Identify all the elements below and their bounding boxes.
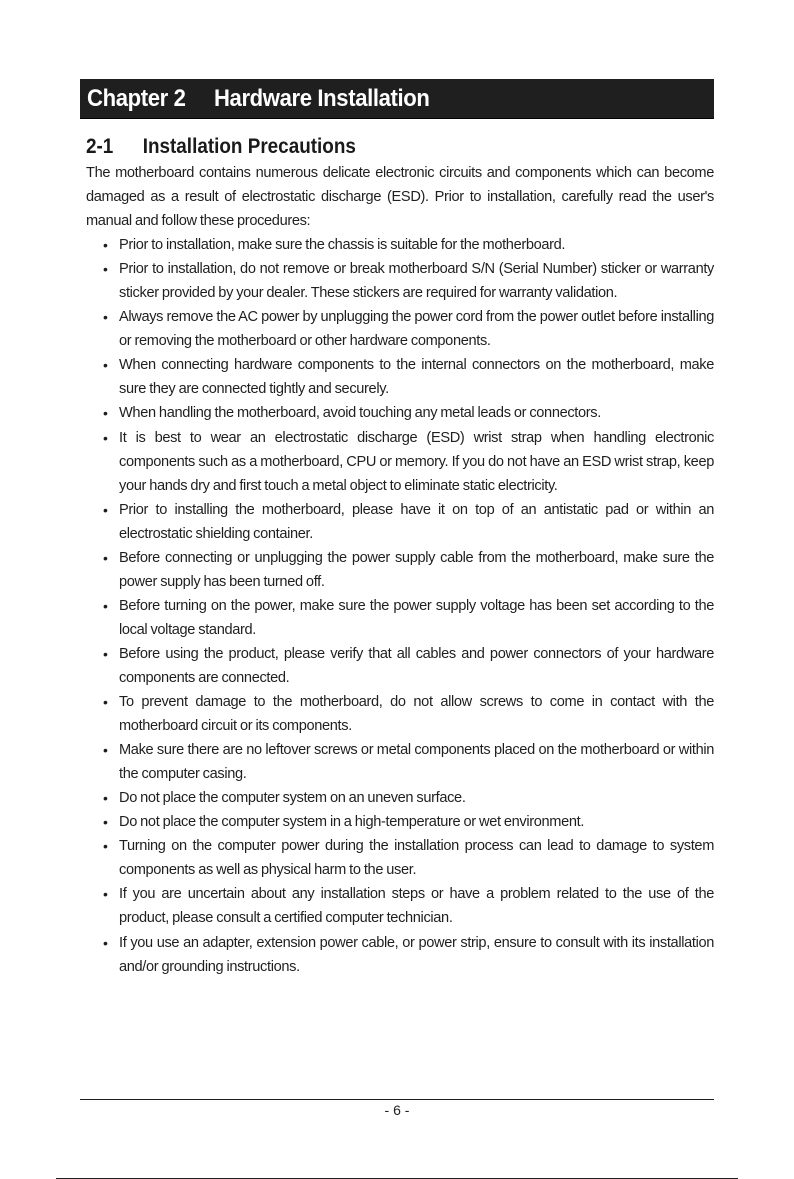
section-heading: [86, 135, 356, 159]
list-item-text: When connecting hardware components to the internal connectors on the motherboard, make sure they are connected tightly and securely.: [119, 357, 714, 398]
list-item: [86, 834, 714, 882]
precautions-list: [86, 233, 714, 978]
page-number: - 6 -: [384, 1102, 410, 1118]
list-item-text: Prior to installing the motherboard, please have it on top of an antistatic pad or within an electrostatic shielding container.: [119, 501, 714, 542]
list-item: [86, 401, 714, 425]
list-item: [86, 642, 714, 690]
list-item: [86, 786, 714, 810]
list-item-text: Do not place the computer system in a high-temperature or wet environment.: [119, 814, 585, 831]
list-item-text: Make sure there are no leftover screws or metal components placed on the motherboard or within the computer casing.: [119, 742, 714, 783]
list-item: [86, 426, 714, 498]
bullet-icon: •: [103, 597, 108, 614]
chapter-header-bar: [80, 79, 714, 119]
list-item: [86, 546, 714, 594]
list-item: [86, 305, 714, 353]
list-item: [86, 594, 714, 642]
section-title: Installation Precautions: [142, 135, 356, 158]
bullet-icon: •: [103, 405, 108, 422]
list-item-text: Before connecting or unplugging the power supply cable from the motherboard, make sure the power supply has been turned off.: [119, 549, 714, 590]
chapter-name: Hardware Installation: [213, 85, 430, 112]
list-item-text: It is best to wear an electrostatic discharge (ESD) wrist strap when handling electronic components such as a motherboard, CPU or memory. If you do not have an ESD wrist strap, keep your hands dry and first touch a metal object to eliminate static electricity.: [119, 429, 714, 494]
list-item-text: Prior to installation, make sure the chassis is suitable for the motherboard.: [119, 237, 566, 254]
list-item-text: To prevent damage to the motherboard, do not allow screws to come in contact with the motherboard circuit or its components.: [119, 694, 714, 735]
bullet-icon: •: [103, 790, 108, 807]
chapter-number: Chapter 2: [87, 85, 186, 112]
bullet-icon: •: [103, 814, 108, 831]
intro-paragraph: The motherboard contains numerous delicate electronic circuits and components which can become damaged as a result of electrostatic discharge (ESD). Prior to installation, carefully read the user's manual and follow these procedures:: [86, 165, 714, 230]
list-item: [86, 931, 714, 979]
list-item: [86, 257, 714, 305]
list-item: [86, 233, 714, 257]
list-item: [86, 353, 714, 401]
list-item-text: Before using the product, please verify that all cables and power connectors of your hardware components are connected.: [119, 645, 714, 686]
bullet-icon: •: [103, 934, 108, 951]
bullet-icon: •: [103, 694, 108, 711]
list-item: [86, 498, 714, 546]
bullet-icon: •: [103, 261, 108, 278]
list-item-text: Prior to installation, do not remove or break motherboard S/N (Serial Number) sticker or warranty sticker provided by your dealer. These stickers are required for warranty validation.: [119, 261, 714, 302]
page-content: [86, 161, 714, 979]
list-item-text: Do not place the computer system on an uneven surface.: [119, 790, 466, 807]
list-item-text: If you use an adapter, extension power cable, or power strip, ensure to consult with its installation and/or grounding instructions.: [119, 934, 714, 975]
list-item-text: Turning on the computer power during the installation process can lead to damage to system components as well as physical harm to the user.: [119, 838, 714, 879]
section-number: 2-1: [86, 135, 114, 158]
bullet-icon: •: [103, 501, 108, 518]
list-item-text: When handling the motherboard, avoid touching any metal leads or connectors.: [119, 405, 601, 422]
footer-divider: [80, 1099, 714, 1100]
bullet-icon: •: [103, 309, 108, 326]
bullet-icon: •: [103, 357, 108, 374]
list-item: [86, 810, 714, 834]
list-item: [86, 690, 714, 738]
bullet-icon: •: [103, 886, 108, 903]
bullet-icon: •: [103, 838, 108, 855]
bullet-icon: •: [103, 237, 108, 254]
chapter-title: [87, 85, 430, 113]
bullet-icon: •: [103, 645, 108, 662]
list-item-text: Before turning on the power, make sure the power supply voltage has been set according to the local voltage standard.: [119, 597, 714, 638]
list-item-text: Always remove the AC power by unplugging the power cord from the power outlet before installing or removing the motherboard or other hardware components.: [119, 309, 714, 350]
bullet-icon: •: [103, 429, 108, 446]
bullet-icon: •: [103, 549, 108, 566]
list-item-text: If you are uncertain about any installation steps or have a problem related to the use of the product, please consult a certified computer technician.: [119, 886, 714, 927]
bullet-icon: •: [103, 742, 108, 759]
list-item: [86, 738, 714, 786]
list-item: [86, 882, 714, 930]
